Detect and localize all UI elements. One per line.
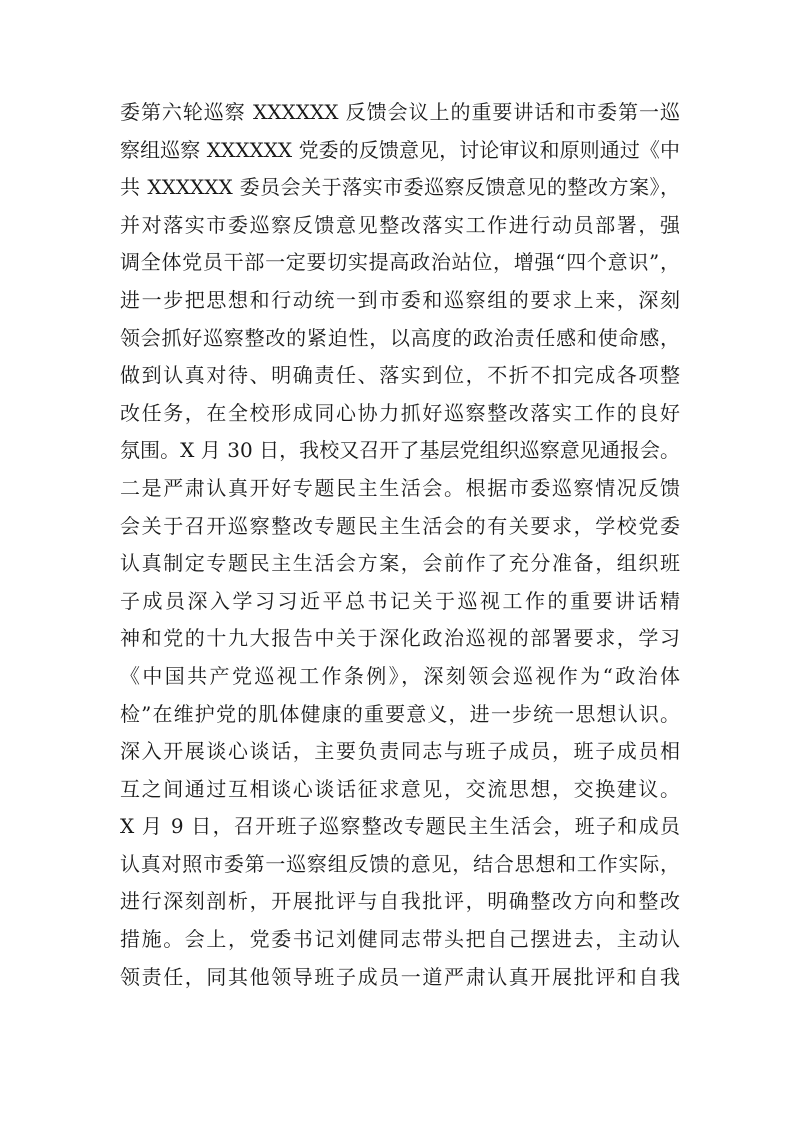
text-line: 并对落实市委巡察反馈意见整改落实工作进行动员部署，强 (120, 212, 680, 237)
text-line: 改任务，在全校形成同心协力抓好巡察整改落实工作的良好 (120, 400, 680, 425)
text-line: 领会抓好巡察整改的紧迫性，以高度的政治责任感和使命感， (120, 325, 680, 350)
text-line: 二是严肃认真开好专题民主生活会。根据市委巡察情况反馈 (120, 475, 680, 500)
text-line: 检”在维护党的肌体健康的重要意义，进一步统一思想认识。 (120, 701, 680, 726)
text-line: 调全体党员干部一定要切实提高政治站位，增强“四个意识”， (120, 250, 680, 275)
text-line: 委第六轮巡察 XXXXXX 反馈会议上的重要讲话和市委第一巡 (120, 100, 680, 124)
text-line: 深入开展谈心谈话，主要负责同志与班子成员，班子成员相 (120, 739, 680, 764)
text-line: 做到认真对待、明确责任、落实到位，不折不扣完成各项整 (120, 363, 680, 388)
text-line: 认真制定专题民主生活会方案，会前作了充分准备，组织班 (120, 551, 680, 576)
text-line: 子成员深入学习习近平总书记关于巡视工作的重要讲话精 (120, 588, 680, 613)
text-line: 认真对照市委第一巡察组反馈的意见，结合思想和工作实际， (120, 851, 680, 876)
text-line: 察组巡察 XXXXXX 党委的反馈意见，讨论审议和原则通过《中 (120, 137, 680, 162)
text-line: 领责任，同其他领导班子成员一道严肃认真开展批评和自我 (120, 964, 680, 989)
text-line: 《中国共产党巡视工作条例》，深刻领会巡视作为“政治体 (120, 663, 680, 688)
text-line: 进行深刻剖析，开展批评与自我批评，明确整改方向和整改 (120, 889, 680, 914)
text-line: X 月 9 日，召开班子巡察整改专题民主生活会，班子和成员 (120, 814, 680, 839)
text-line: 共 XXXXXX 委员会关于落实市委巡察反馈意见的整改方案》， (120, 175, 680, 200)
text-line: 措施。会上，党委书记刘健同志带头把自己摆进去，主动认 (120, 927, 680, 952)
body-text (120, 94, 680, 996)
text-line: 进一步把思想和行动统一到市委和巡察组的要求上来，深刻 (120, 287, 680, 312)
text-line: 氛围。X 月 30 日，我校又召开了基层党组织巡察意见通报会。 (120, 438, 680, 463)
text-line: 神和党的十九大报告中关于深化政治巡视的部署要求，学习 (120, 626, 680, 651)
text-line: 互之间通过互相谈心谈话征求意见，交流思想，交换建议。 (120, 776, 680, 801)
text-line: 会关于召开巡察整改专题民主生活会的有关要求，学校党委 (120, 513, 680, 538)
